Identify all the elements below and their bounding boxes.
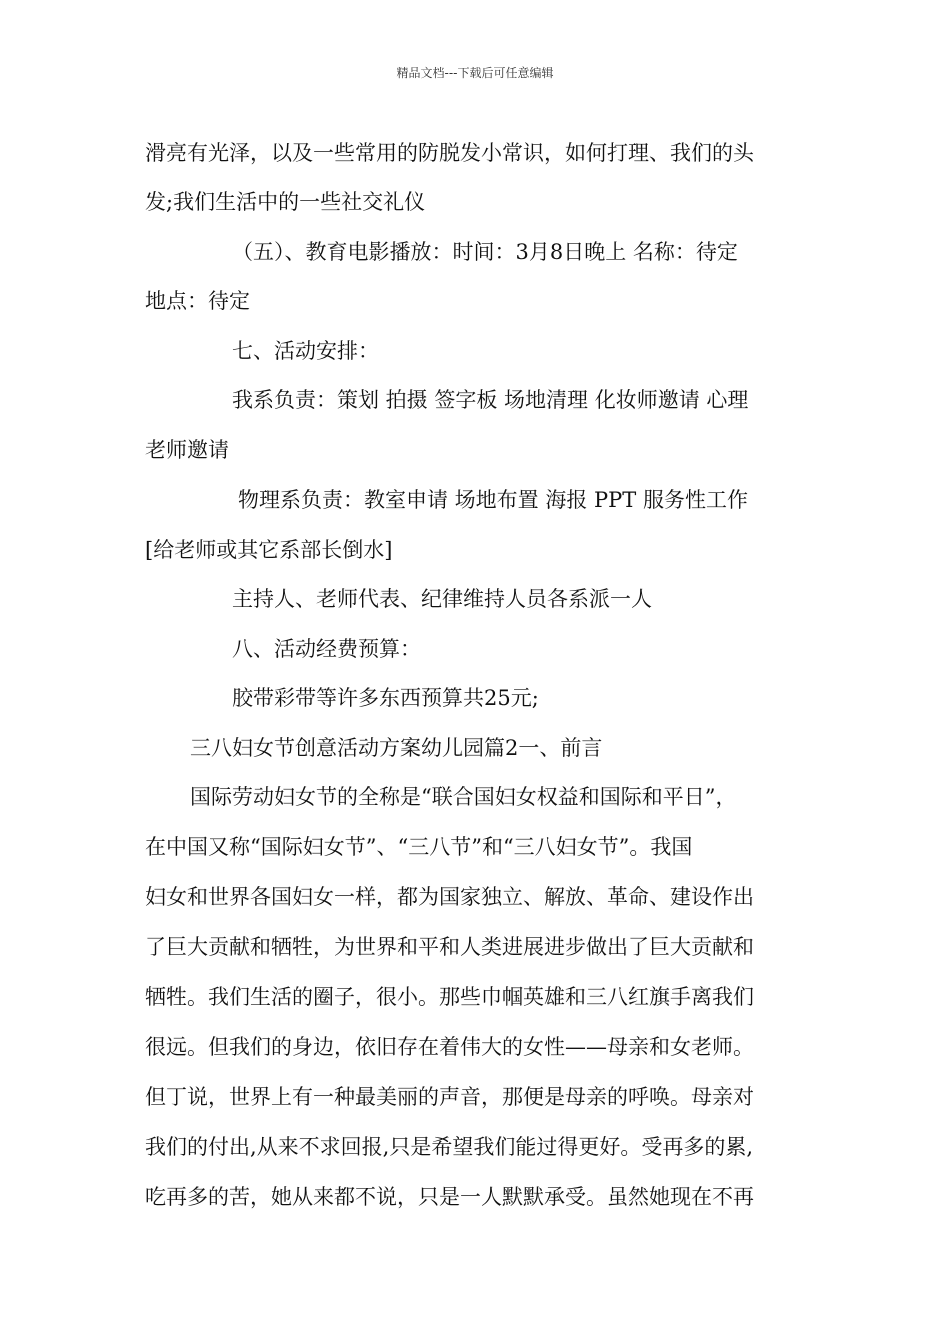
- text-line: 了巨大贡献和牺牲，为世界和平和人类进展进步做出了巨大贡献和: [145, 935, 754, 959]
- text-line: 国际劳动妇女节的全称是“联合国妇女权益和国际和平日”，: [190, 785, 737, 809]
- section-heading: 七、活动安排：: [232, 339, 379, 363]
- text-line: [给老师或其它系部长倒水]: [145, 538, 393, 562]
- text-line: 物理系负责：教室申请 场地布置 海报 PPT 服务性工作: [238, 488, 748, 512]
- text-line: 妇女和世界各国妇女一样，都为国家独立、解放、革命、建设作出: [145, 885, 754, 909]
- text-line: 在中国又称“国际妇女节”、“三八节”和“三八妇女节”。我国: [145, 835, 693, 859]
- text-line: 发;我们生活中的一些社交礼仪: [145, 190, 426, 214]
- text-line: 主持人、老师代表、纪律维持人员各系派一人: [232, 587, 652, 611]
- section-heading: 八、活动经费预算：: [232, 637, 421, 661]
- text-line: 胶带彩带等许多东西预算共25元;: [232, 686, 539, 710]
- text-line: 牺牲。我们生活的圈子，很小。那些巾帼英雄和三八红旗手离我们: [145, 985, 754, 1009]
- text-line: 我们的付出,从来不求回报,只是希望我们能过得更好。受再多的累,: [145, 1135, 754, 1159]
- page-header: 精品文档---下载后可任意编辑: [396, 66, 554, 80]
- text-line: 但丁说，世界上有一种最美丽的声音，那便是母亲的呼唤。母亲对: [145, 1085, 754, 1109]
- text-line: 地点：待定: [145, 289, 250, 313]
- text-line: 滑亮有光泽，以及一些常用的防脱发小常识，如何打理、我们的头: [145, 141, 754, 165]
- text-line: （五）、教育电影播放：时间：3月8日晚上 名称：待定: [232, 240, 738, 264]
- text-line: 我系负责：策划 拍摄 签字板 场地清理 化妆师邀请 心理: [232, 388, 749, 412]
- section-title: 三八妇女节创意活动方案幼儿园篇2一、前言: [190, 736, 603, 760]
- text-line: 很远。但我们的身边，依旧存在着伟大的女性——母亲和女老师。: [145, 1035, 754, 1059]
- text-line: 吃再多的苦，她从来都不说，只是一人默默承受。虽然她现在不再: [145, 1185, 754, 1209]
- text-line: 老师邀请: [145, 438, 229, 462]
